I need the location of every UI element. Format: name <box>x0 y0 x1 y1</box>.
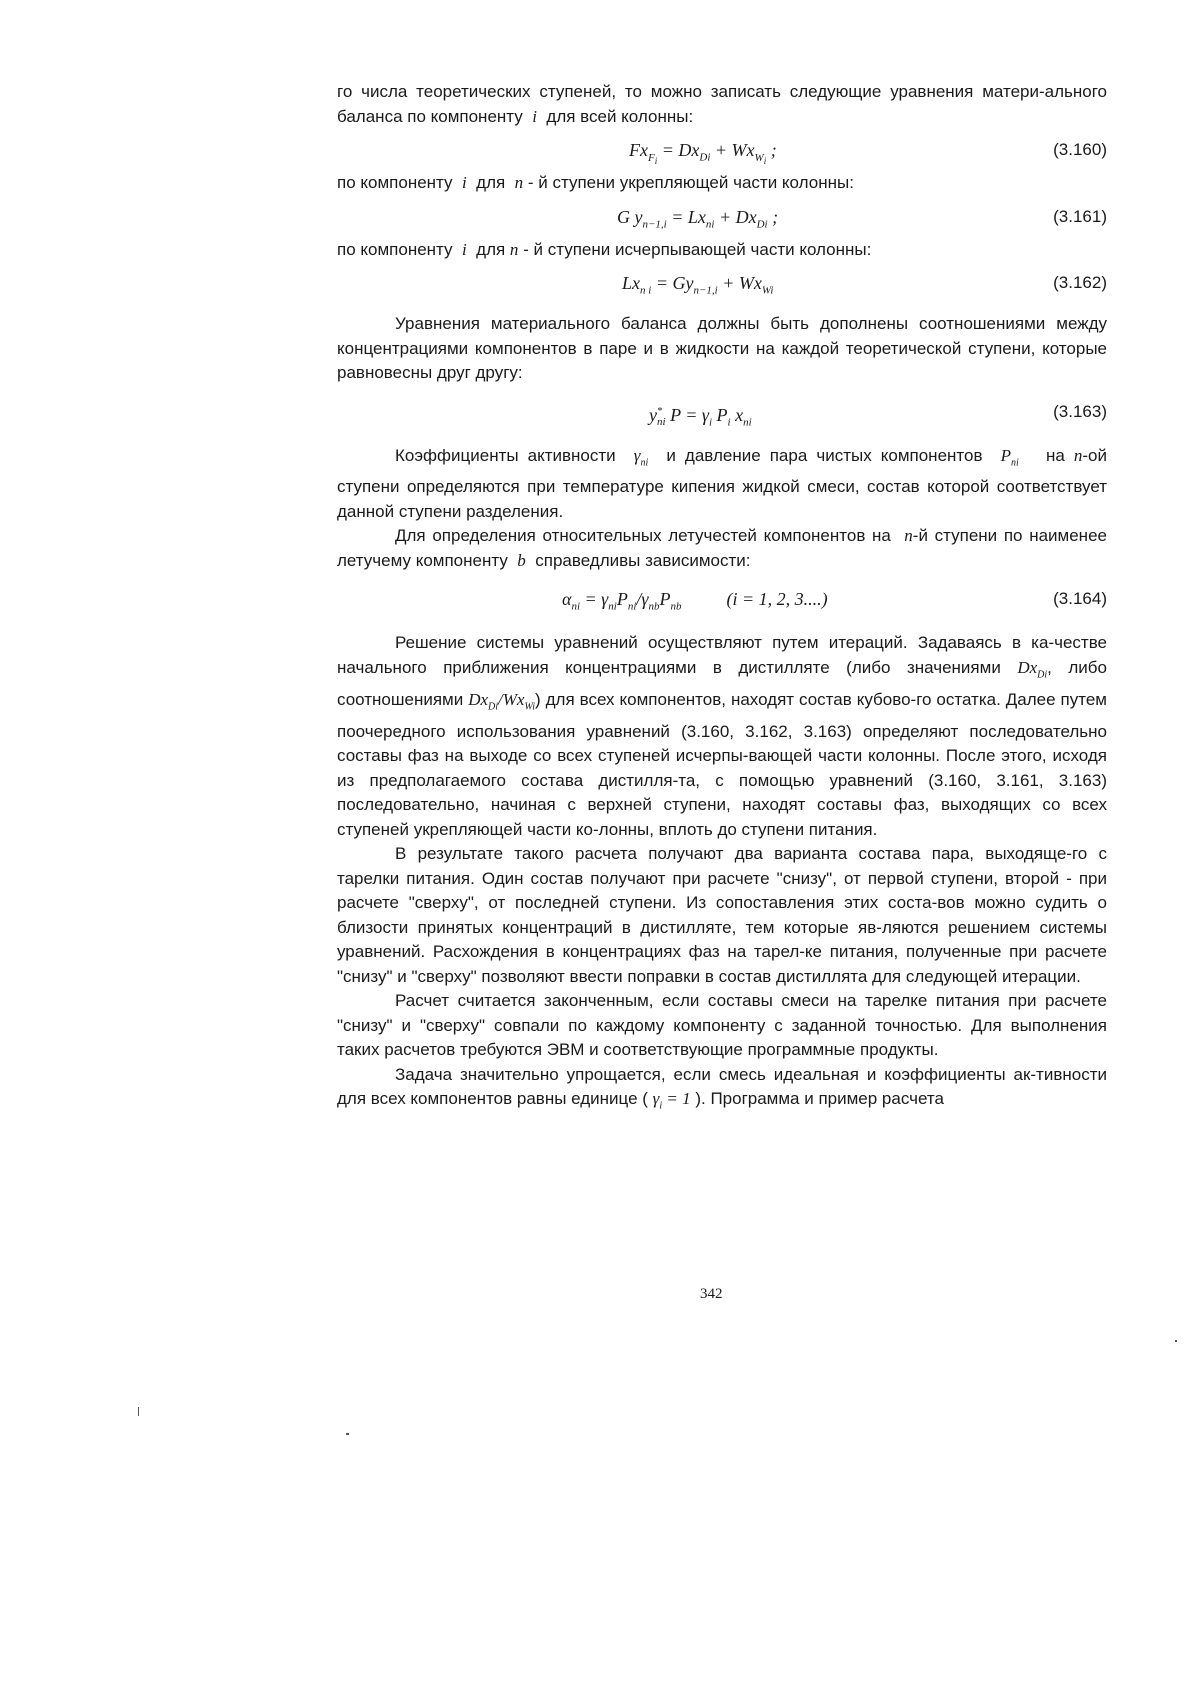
equation-formula: $\alpha_{ni} = \gamma_{ni}P_{ni}/\gamma_{nb}P_{nb}$ (i = 1, 2, 3....) <box>562 589 828 613</box>
equation-3-164 <box>337 573 1107 623</box>
equation-3-161 <box>337 196 1107 238</box>
equation-3-160 <box>337 129 1107 171</box>
equation-number: (3.163) <box>1053 401 1107 421</box>
equation-number: (3.161) <box>1053 206 1107 226</box>
paragraph-9: Расчет считается законченным, если составы смеси на тарелке питания при расчете "снизу" и "сверху" совпали по каждому компоненту с заданной точностью. Для выполнения таких расчетов требуются ЭВМ и соответствующие программные продукты. <box>337 991 1107 1060</box>
paragraph-7: Решение системы уравнений осуществляют путем итераций. Задаваясь в ка-честве начального приближения концентрациями в дистилляте (либо значениями $Dx_{Di}$, либо соотношениями $Dx_{Di}/Wx_{Wi}$) для всех компонентов, находят состав кубово-го остатка. Далее путем поочередного использования уравнений (3.160, 3.162, 3.163) определяют последовательно составы фаз на выходе со всех ступеней исчерпы-вающей части колонны. После этого, исходя из предполагаемого состава дистилля-та, с помощью уравнений (3.160, 3.161, 3.163) последовательно, начиная с верхней ступени, находят составы фаз, выходящих со всех ступеней укрепляющей части ко-лонны, вплоть до ступени питания. <box>337 633 1107 839</box>
equation-3-163 <box>337 386 1107 436</box>
scan-mark <box>1175 1340 1177 1342</box>
equation-number: (3.162) <box>1053 273 1107 292</box>
page-body <box>337 80 1107 1119</box>
paragraph-1: го числа теоретических ступеней, то можно записать следующие уравнения матери-ального баланса по компоненту i для всей колонны: <box>337 82 1107 126</box>
equation-formula: $Fx_{F_i} = Dx_{Di} + Wx_{W_i}$ ; <box>629 140 777 166</box>
paragraph-6: Для определения относительных летучестей компонентов на n-й ступени по наименее летучему компоненту b справедливы зависимости: <box>337 526 1107 570</box>
scan-mark <box>346 1433 349 1435</box>
paragraph-5: Коэффициенты активности $\gamma_{ni}$ и давление пара чистых компонентов $P_{ni}$ на n-ой ступени определяются при температуре кипения жидкой смеси, состав которой соответствует данной ступени разделения. <box>337 445 1107 521</box>
equation-3-162 <box>337 262 1107 304</box>
paragraph-4: Уравнения материального баланса должны быть дополнены соотношениями между концентрациями компонентов в паре и в жидкости на каждой теоретической ступени, которые равновесны друг другу: <box>337 314 1107 382</box>
paragraph-8: В результате такого расчета получают два варианта состава пара, выходяще-го с тарелки питания. Один состав получают при расчете "снизу", от первой ступени, второй - при расчете "сверху", от последней ступени. Из сопоставления этих соста-вов можно судить о близости принятых концентраций в дистилляте, тем которые яв-ляются решением системы уравнений. Расхождения в концентрациях фаз на тарел-ке питания, полученные при расчете "снизу" и "сверху" позволяют ввести поправки в состав дистиллята для следующей итерации. <box>337 844 1107 986</box>
equation-formula: $Lx_{n i} = Gy_{n-1,i} + Wx_{Wi}$ <box>622 273 774 297</box>
equation-number: (3.160) <box>1053 140 1107 159</box>
equation-formula: G $y_{n-1,i} = Lx_{ni} + Dx_{Di}$ ; <box>617 206 779 231</box>
equation-formula: $y^*_{ni}$ $P = \gamma_i$ $P_i$ $x_{ni}$ <box>649 404 752 429</box>
equation-number: (3.164) <box>1053 589 1107 609</box>
paragraph-10: Задача значительно упрощается, если смесь идеальная и коэффициенты ак-тивности для всех компонентов равны единице ( $\gamma_i = 1$ ). Программа и пример расчета <box>337 1064 1107 1112</box>
paragraph-2: по компоненту i для n - й ступени укрепляющей части колонны: <box>337 173 854 192</box>
paragraph-3: по компоненту i для n - й ступени исчерпывающей части колонны: <box>337 239 872 259</box>
page-number: 342 <box>700 1286 723 1302</box>
scan-mark <box>138 1407 139 1416</box>
